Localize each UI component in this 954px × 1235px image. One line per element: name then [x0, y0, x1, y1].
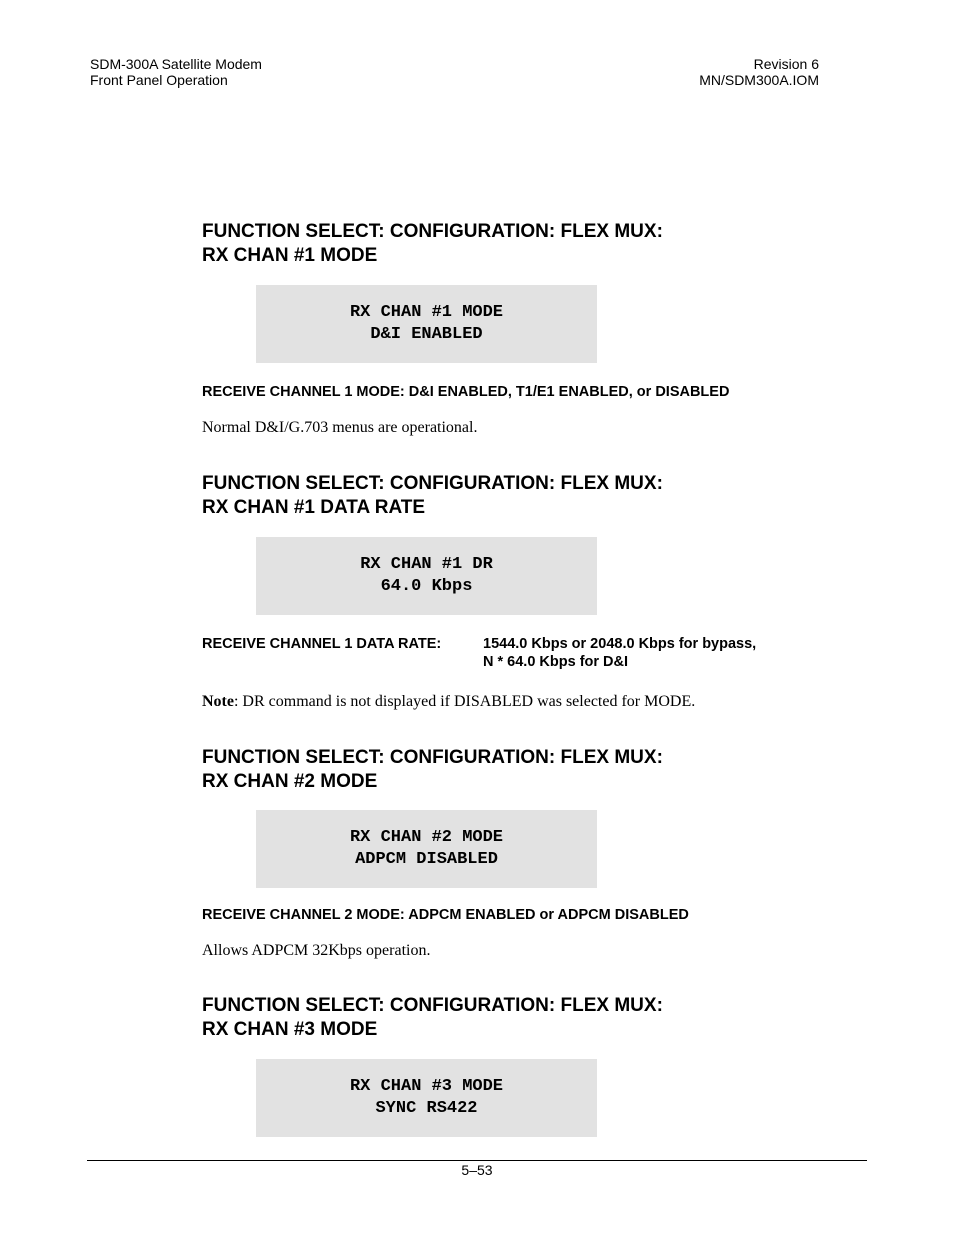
- header-product-title: SDM-300A Satellite Modem: [90, 56, 262, 72]
- display-line2: SYNC RS422: [375, 1099, 478, 1118]
- page-header-left: [90, 56, 262, 88]
- parameter-values: [483, 635, 756, 671]
- section-title-rx-chan-1-mode: [202, 220, 663, 268]
- note-label: Note: [202, 693, 234, 710]
- section-title-line2: RX CHAN #1 MODE: [202, 245, 378, 266]
- section-title-rx-chan-2-mode: [202, 746, 663, 794]
- section-title-line2: RX CHAN #2 MODE: [202, 771, 378, 792]
- display-line2: ADPCM DISABLED: [355, 850, 498, 869]
- display-line2: D&I ENABLED: [370, 325, 483, 344]
- header-chapter-title: Front Panel Operation: [90, 72, 228, 88]
- front-panel-display: [256, 1059, 597, 1137]
- footer-divider: [87, 1160, 867, 1161]
- body-paragraph: Normal D&I/G.703 menus are operational.: [202, 419, 478, 436]
- header-revision: Revision 6: [753, 56, 819, 72]
- section-title-rx-chan-3-mode: [202, 994, 663, 1042]
- page-header-right: [699, 56, 819, 88]
- section-title-line2: RX CHAN #3 MODE: [202, 1019, 378, 1040]
- display-line1: RX CHAN #2 MODE: [349, 828, 504, 847]
- section-title-line1: FUNCTION SELECT: CONFIGURATION: FLEX MUX:: [202, 747, 663, 768]
- section-title-rx-chan-1-data-rate: [202, 472, 663, 520]
- front-panel-display: [256, 810, 597, 888]
- page-number: 5–53: [461, 1162, 493, 1178]
- front-panel-display: [256, 285, 597, 363]
- body-paragraph: Allows ADPCM 32Kbps operation.: [202, 942, 431, 959]
- display-line1: RX CHAN #1 DR: [360, 555, 493, 574]
- header-document-number: MN/SDM300A.IOM: [699, 72, 819, 88]
- section-title-line1: FUNCTION SELECT: CONFIGURATION: FLEX MUX:: [202, 473, 663, 494]
- display-line1: RX CHAN #3 MODE: [349, 1077, 504, 1096]
- section-title-line1: FUNCTION SELECT: CONFIGURATION: FLEX MUX:: [202, 221, 663, 242]
- front-panel-display: [256, 537, 597, 615]
- display-line1: RX CHAN #1 MODE: [349, 303, 504, 322]
- section-title-line1: FUNCTION SELECT: CONFIGURATION: FLEX MUX:: [202, 995, 663, 1016]
- parameter-value-line1: 1544.0 Kbps or 2048.0 Kbps for bypass,: [483, 636, 757, 652]
- display-line2: 64.0 Kbps: [380, 577, 473, 596]
- parameter-label: RECEIVE CHANNEL 1 DATA RATE:: [202, 636, 442, 652]
- parameter-value-line2: N * 64.0 Kbps for D&I: [483, 654, 629, 670]
- note-text: : DR command is not displayed if DISABLED was selected for MODE.: [233, 693, 696, 710]
- parameter-description: RECEIVE CHANNEL 1 MODE: D&I ENABLED, T1/E1 ENABLED, or DISABLED: [202, 384, 730, 400]
- parameter-description: RECEIVE CHANNEL 2 MODE: ADPCM ENABLED or ADPCM DISABLED: [202, 907, 689, 923]
- note-paragraph: [202, 692, 695, 712]
- section-title-line2: RX CHAN #1 DATA RATE: [202, 497, 426, 518]
